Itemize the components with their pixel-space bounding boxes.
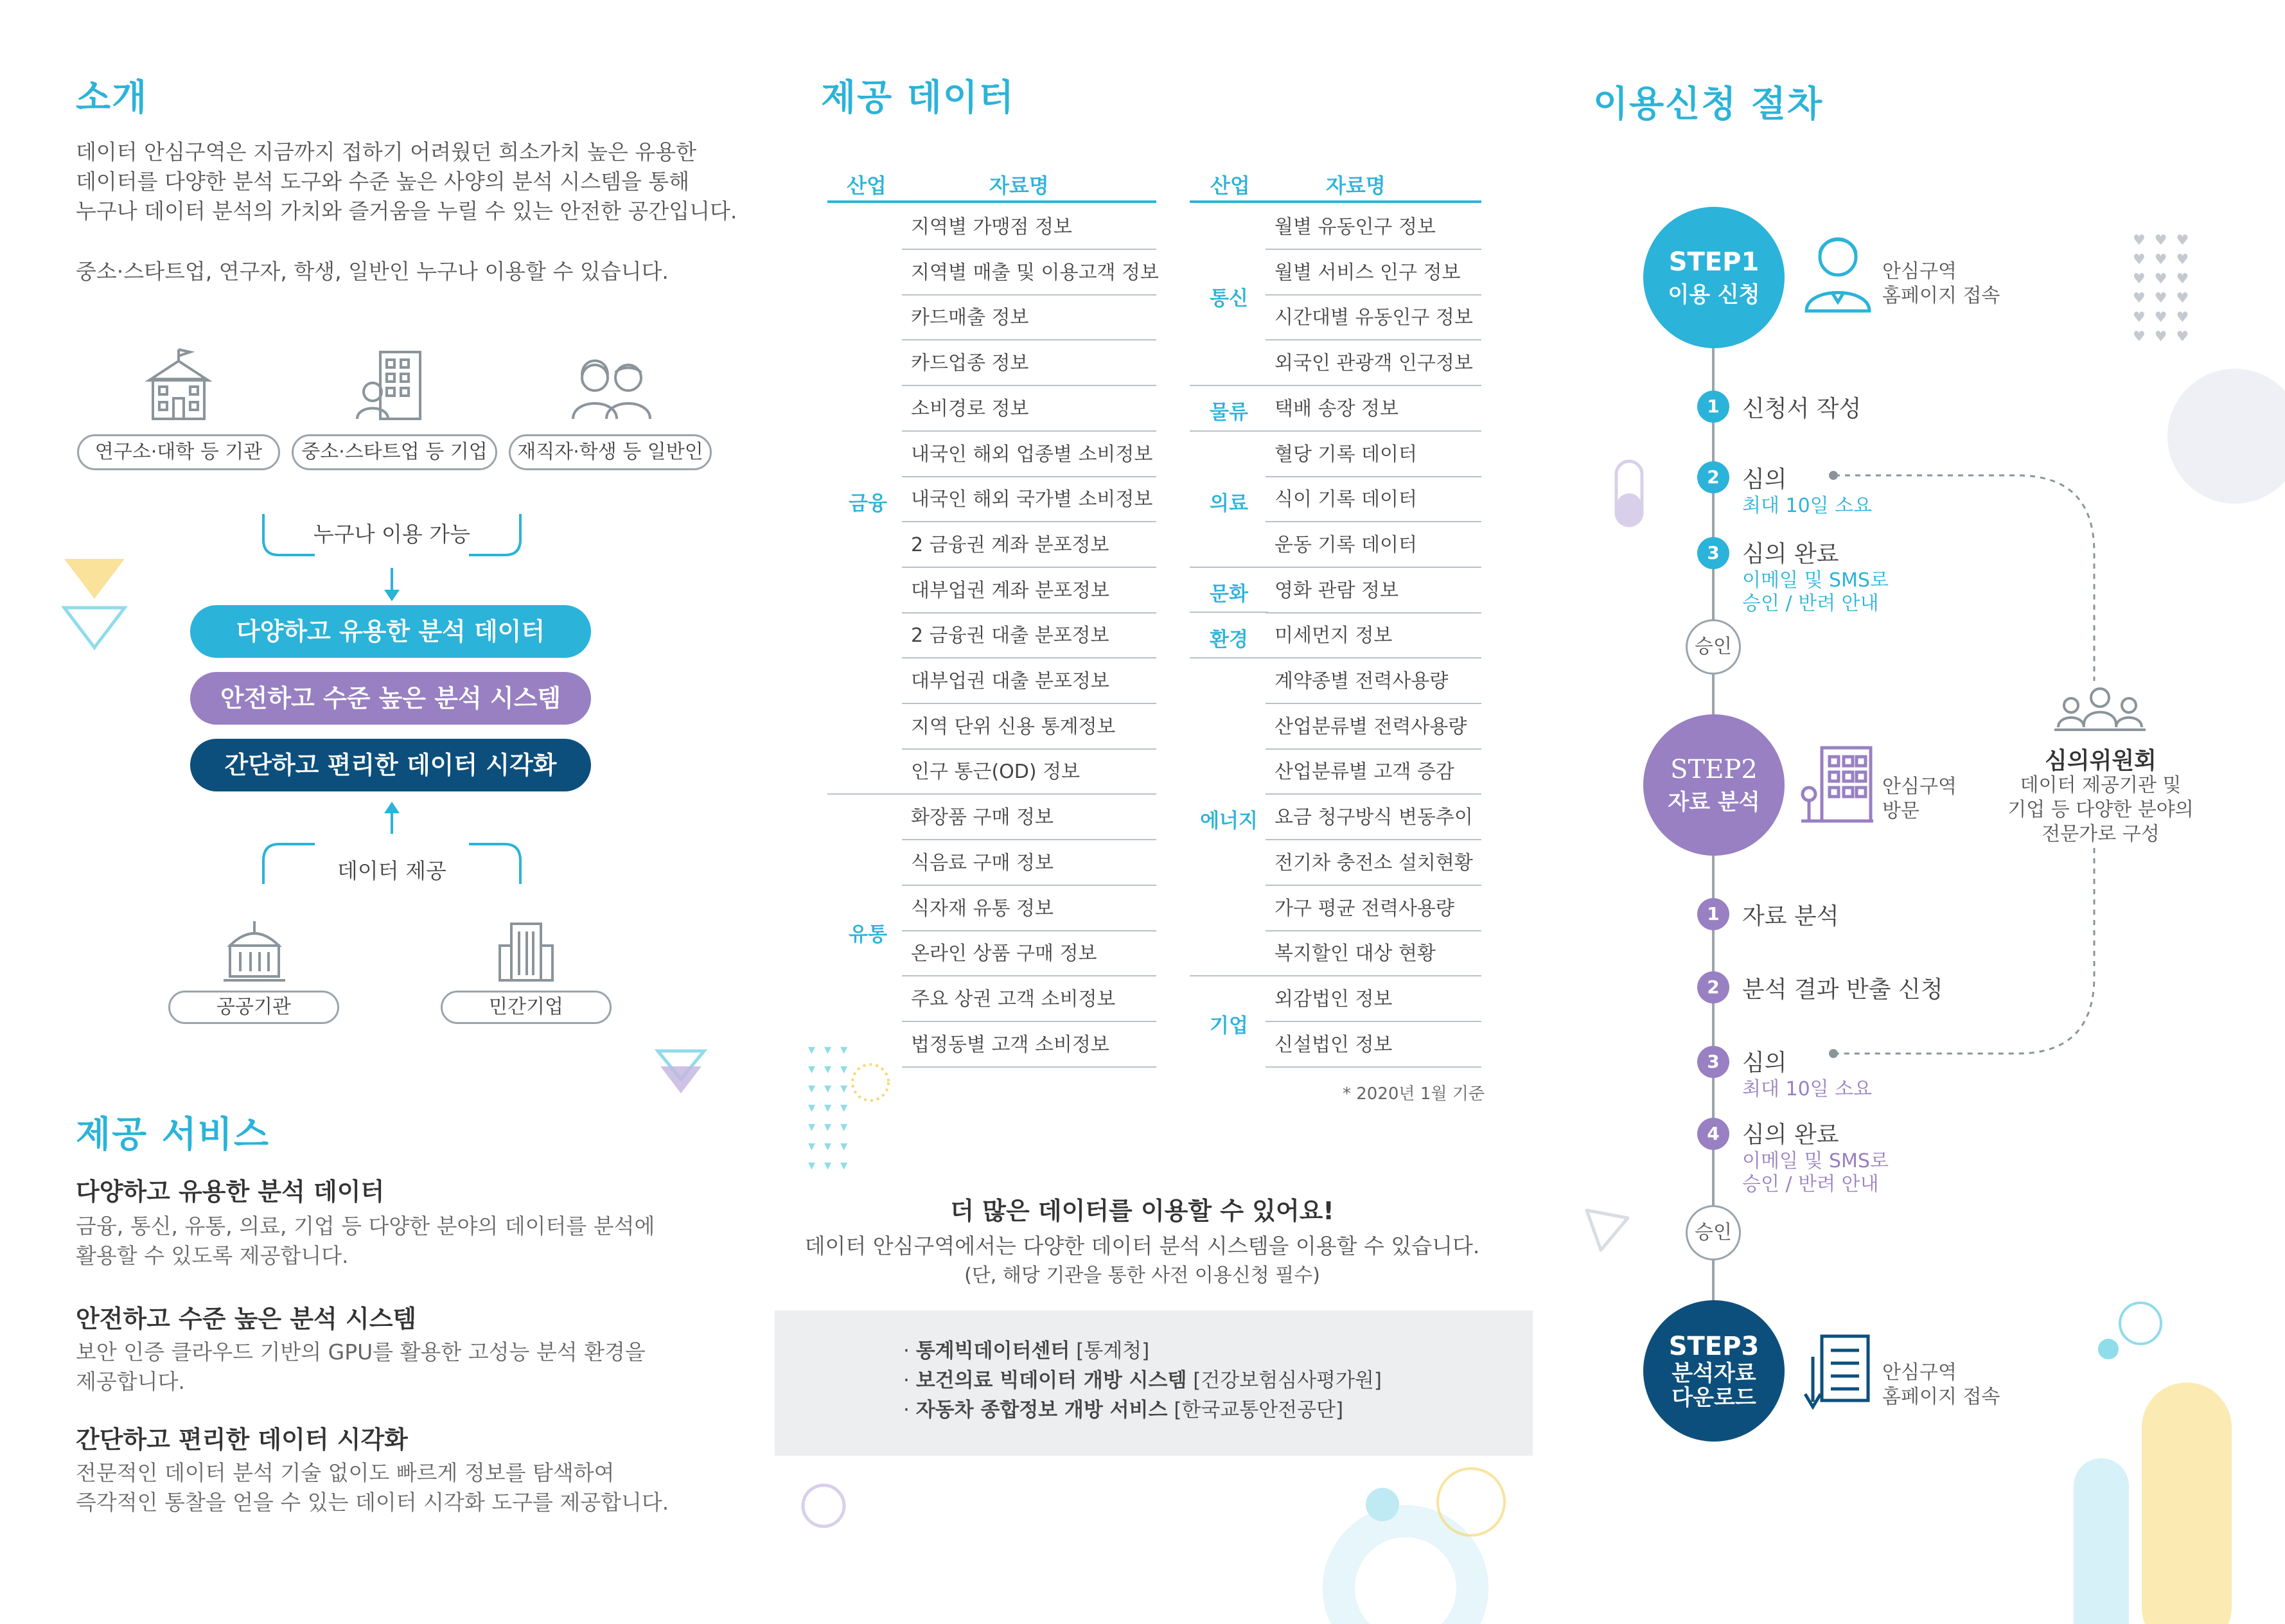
data-row-item: 대부업권 계좌 분포정보 — [902, 568, 1156, 613]
left-header-rule — [827, 200, 1156, 203]
service-desc-system: 보안 인증 클라우드 기반의 GPU를 활용한 고성능 분석 환경을 제공합니다. — [76, 1339, 646, 1394]
committee-title: 심의위원회 — [2045, 748, 2157, 774]
data-row-item: 산업분류별 전력사용량 — [1266, 704, 1481, 750]
approve-badge-2: 승인 — [1686, 1205, 1741, 1260]
committee-desc: 데이터 제공기관 및 기업 등 다양한 분야의 전문가로 구성 — [2007, 774, 2194, 845]
data-row-item: 카드매출 정보 — [902, 295, 1156, 340]
step2-num-3: 3 — [1697, 1046, 1729, 1078]
system-item: · 통계빅데이터센터 [통계청] — [903, 1339, 1150, 1363]
feature-pill-data: 다양하고 유용한 분석 데이터 — [190, 605, 591, 658]
data-row-item: 신설법인 정보 — [1266, 1022, 1481, 1068]
left-col-name: 자료명 — [989, 173, 1049, 198]
circle-decorations-bottom — [790, 1458, 1529, 1624]
data-row-item: 택배 송장 정보 — [1266, 386, 1481, 432]
intro-paragraph: 데이터 안심구역은 지금까지 접하기 어려웠던 희소가치 높은 유용한 데이터를 다양한 분석 도구와 수준 높은 사양의 분석 시스템을 통해 누구나 데이터 분석의 가치와 즐거움을 누릴 수 있는 안전한 공간입니다. — [76, 139, 737, 224]
data-title: 제공 데이터 — [821, 77, 1015, 119]
step1-sub-2: 최대 10일 소요 — [1742, 495, 1873, 517]
industry-label: 에너지 — [1200, 809, 1258, 833]
user-icon — [1803, 231, 1873, 315]
data-row-item: 산업분류별 고객 증감 — [1266, 749, 1481, 795]
committee-icon — [2052, 685, 2148, 736]
data-row-item: 대부업권 대출 분포정보 — [902, 658, 1156, 704]
heart-dot-pattern: ♥♥♥ ♥♥♥ ♥♥♥ ♥♥♥ ♥♥♥ ♥♥♥ — [2133, 233, 2198, 345]
procedure-title: 이용신청 절차 — [1593, 84, 1824, 125]
building-icon — [1799, 743, 1876, 826]
data-row-item: 주요 상권 고객 소비정보 — [902, 976, 1156, 1022]
service-desc-visualization: 전문적인 데이터 분석 기술 없이도 빠르게 정보를 탐색하여 즉각적인 통찰을 얻을 수 있는 데이터 시각화 도구를 제공합니다. — [76, 1460, 669, 1515]
data-row-item: 요금 청구방식 변동추이 — [1266, 795, 1481, 840]
provider-pill-public: 공공기관 — [168, 991, 339, 1024]
system-item: · 자동차 종합정보 개방 서비스 [한국교통안전공단] — [903, 1399, 1344, 1422]
data-row-item: 월별 유동인구 정보 — [1266, 204, 1481, 250]
step1-sub-3: 이메일 및 SMS로 승인 / 반려 안내 — [1742, 569, 1889, 615]
data-note: * 2020년 1월 기준 — [1343, 1084, 1485, 1104]
company-icon — [355, 347, 432, 424]
step1-label-2: 심의 — [1742, 466, 1787, 493]
data-row-item: 외국인 관광객 인구정보 — [1266, 340, 1481, 386]
triangle-decoration-mid — [654, 1047, 708, 1101]
bar-decoration-cyan — [2074, 1458, 2129, 1624]
service-desc-data: 금융, 통신, 유통, 의료, 기업 등 다양한 분야의 데이터를 분석에 활용할 수 있도록 제공합니다. — [76, 1214, 655, 1268]
industry-label: 기업 — [1210, 1014, 1248, 1037]
public-agency-icon — [221, 917, 288, 984]
industry-divider — [1190, 612, 1268, 613]
approve-badge-1: 승인 — [1686, 619, 1741, 675]
intro-audience: 중소·스타트업, 연구자, 학생, 일반인 누구나 이용할 수 있습니다. — [76, 259, 669, 284]
step3-side-text: 안심구역 홈페이지 접속 — [1882, 1361, 2000, 1408]
industry-label: 물류 — [1210, 401, 1248, 425]
industry-label: 유통 — [849, 923, 887, 947]
flow-top-label: 누구나 이용 가능 — [313, 522, 471, 547]
data-row-item: 영화 관람 정보 — [1266, 568, 1481, 613]
step1-label-3: 심의 완료 — [1742, 541, 1839, 567]
step2-num-1: 1 — [1697, 898, 1729, 930]
data-row-item: 2 금융권 계좌 분포정보 — [902, 522, 1156, 568]
data-row-item: 화장품 구매 정보 — [902, 795, 1156, 840]
step1-num-2: 2 — [1697, 461, 1729, 493]
industry-divider — [827, 793, 908, 795]
data-row-item: 법정동별 고객 소비정보 — [902, 1022, 1156, 1068]
triangle-decoration-right — [1582, 1205, 1633, 1257]
industry-divider — [1190, 975, 1268, 976]
service-title-data: 다양하고 유용한 분석 데이터 — [76, 1178, 385, 1206]
right-col-industry: 산업 — [1210, 173, 1250, 198]
step1-num-3: 3 — [1697, 537, 1729, 569]
industry-label: 의료 — [1210, 491, 1248, 515]
data-row-item: 온라인 상품 구매 정보 — [902, 931, 1156, 976]
provider-pill-private: 민간기업 — [441, 991, 612, 1024]
intro-title: 소개 — [76, 77, 148, 119]
step2-label-1: 자료 분석 — [1742, 903, 1839, 930]
data-row-item: 미세먼지 정보 — [1266, 613, 1481, 658]
user-pill-institution: 연구소·대학 등 기관 — [77, 434, 280, 470]
private-company-icon — [493, 917, 560, 984]
more-data-title: 더 많은 데이터를 이용할 수 있어요! — [950, 1197, 1334, 1225]
step2-label-3: 심의 — [1742, 1050, 1787, 1076]
system-item: · 보건의료 빅데이터 개방 시스템 [건강보험심사평가원] — [903, 1369, 1382, 1392]
service-title-system: 안전하고 수준 높은 분석 시스템 — [76, 1305, 417, 1333]
data-row-item: 외감법인 정보 — [1266, 976, 1481, 1022]
data-row-item: 내국인 해외 업종별 소비정보 — [902, 432, 1156, 477]
data-row-item: 전기차 충전소 설치현황 — [1266, 840, 1481, 886]
data-row-item: 시간대별 유동인구 정보 — [1266, 295, 1481, 340]
data-row-item: 내국인 해외 국가별 소비정보 — [902, 477, 1156, 522]
bar-decoration-yellow — [2142, 1382, 2232, 1624]
industry-label: 금융 — [849, 491, 887, 515]
data-row-item: 가구 평균 전력사용량 — [1266, 886, 1481, 931]
step1-circle: STEP1 이용 신청 — [1643, 207, 1785, 348]
step2-num-4: 4 — [1697, 1118, 1729, 1150]
more-data-sub: (단, 해당 기관을 통한 사전 이용신청 필수) — [964, 1264, 1320, 1287]
step1-side-text: 안심구역 홈페이지 접속 — [1882, 260, 2000, 307]
circle-decoration-right — [2167, 369, 2285, 504]
service-title-visualization: 간단하고 편리한 데이터 시각화 — [76, 1425, 408, 1454]
feature-pill-visualization: 간단하고 편리한 데이터 시각화 — [190, 739, 591, 791]
step1-label-1: 신청서 작성 — [1742, 396, 1862, 422]
step2-side-text: 안심구역 방문 — [1882, 775, 1957, 822]
institution-icon — [140, 347, 217, 424]
services-title: 제공 서비스 — [76, 1114, 270, 1156]
industry-divider — [1190, 567, 1268, 568]
data-row-item: 월별 서비스 인구 정보 — [1266, 250, 1481, 296]
data-row-item: 식음료 구매 정보 — [902, 840, 1156, 886]
step2-sub-3: 최대 10일 소요 — [1742, 1078, 1873, 1100]
data-row-item: 지역별 가맹점 정보 — [902, 204, 1156, 250]
step3-circle: STEP3 분석자료 다운로드 — [1643, 1300, 1785, 1442]
systems-box — [775, 1311, 1533, 1456]
user-pill-company: 중소·스타트업 등 기업 — [292, 434, 497, 470]
more-data-desc: 데이터 안심구역에서는 다양한 데이터 분석 시스템을 이용할 수 있습니다. — [804, 1233, 1480, 1258]
small-circles-right — [2086, 1291, 2170, 1375]
data-row-item: 식자재 유통 정보 — [902, 886, 1156, 931]
data-row-item: 혈당 기록 데이터 — [1266, 432, 1481, 477]
data-row-item: 카드업종 정보 — [902, 340, 1156, 386]
user-pill-individual: 재직자·학생 등 일반인 — [509, 434, 712, 470]
data-row-item: 지역 단위 신용 통계정보 — [902, 704, 1156, 750]
step2-circle: STEP2 자료 분석 — [1643, 714, 1785, 856]
download-document-icon — [1803, 1331, 1873, 1415]
feature-pill-system: 안전하고 수준 높은 분석 시스템 — [190, 672, 591, 725]
data-row-item: 계약종별 전력사용량 — [1266, 658, 1481, 704]
data-row-item: 지역별 매출 및 이용고객 정보 — [902, 250, 1156, 296]
data-row-item: 2 금융권 대출 분포정보 — [902, 613, 1156, 658]
industry-divider — [1190, 430, 1268, 432]
industry-label: 문화 — [1210, 582, 1248, 606]
capsule-decoration — [1611, 456, 1650, 533]
right-col-name: 자료명 — [1326, 173, 1386, 198]
industry-label: 환경 — [1210, 628, 1248, 651]
data-row-item: 복지할인 대상 현황 — [1266, 931, 1481, 976]
flow-bottom-label: 데이터 제공 — [337, 858, 446, 883]
step2-label-2: 분석 결과 반출 신청 — [1742, 976, 1943, 1003]
data-row-item: 소비경로 정보 — [902, 386, 1156, 432]
left-col-industry: 산업 — [847, 173, 887, 198]
data-row-item: 인구 통근(OD) 정보 — [902, 749, 1156, 795]
triangle-decoration — [59, 554, 130, 657]
data-row-item: 식이 기록 데이터 — [1266, 477, 1481, 522]
dotted-circle-decoration — [848, 1060, 893, 1105]
industry-divider — [1190, 385, 1268, 386]
step2-num-2: 2 — [1697, 971, 1729, 1003]
step1-num-1: 1 — [1697, 391, 1729, 423]
people-icon — [569, 347, 653, 424]
data-row-item: 운동 기록 데이터 — [1266, 522, 1481, 568]
right-header-rule — [1190, 200, 1481, 203]
step2-sub-4: 이메일 및 SMS로 승인 / 반려 안내 — [1742, 1150, 1889, 1196]
industry-divider — [1190, 657, 1268, 658]
industry-label: 통신 — [1210, 287, 1248, 311]
step2-label-4: 심의 완료 — [1742, 1122, 1839, 1148]
triangle-dot-pattern: ▾▾▾ ▾▾▾ ▾▾▾ ▾▾▾ ▾▾▾ ▾▾▾ ▾▾▾ — [808, 1042, 857, 1174]
